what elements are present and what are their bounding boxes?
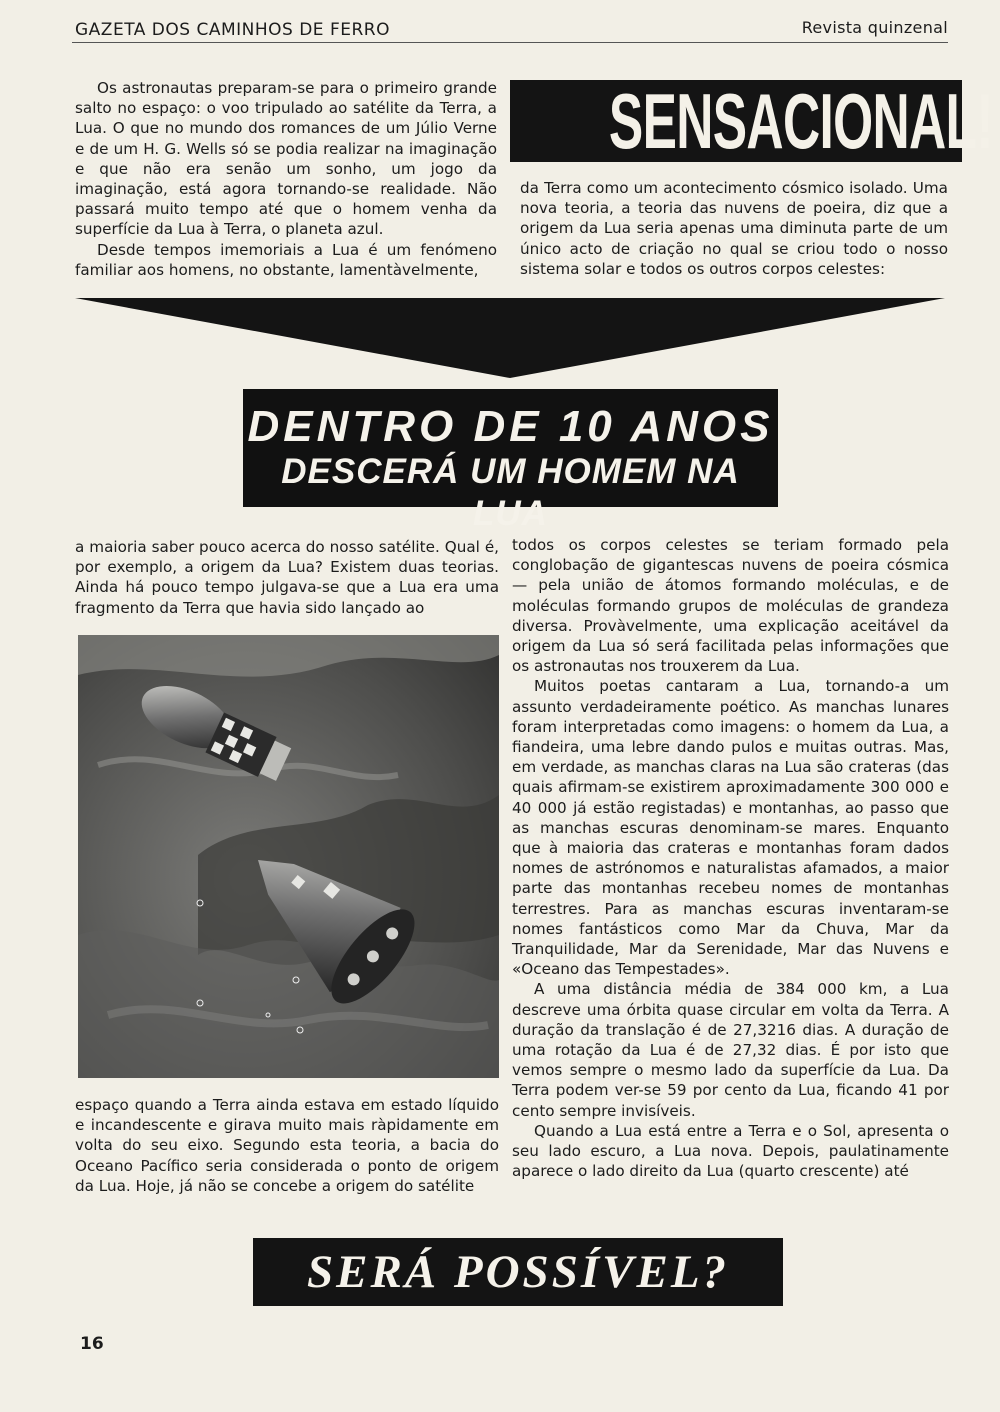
header-rule	[72, 42, 948, 43]
paragraph: Os astronautas preparam-se para o primeiro grande salto no espaço: o voo tripulado ao satélite da Terra, a Lua. O que no mundo dos romances de um Júlio Verne e de um H. G. Wells só se podia realizar na imaginação e que não era senão um sonho, um jogo da imaginação, está agora tornando-se realidade. Não passará muito tempo até que o homem venha da superfície da Lua à Terra, o planeta azul.	[75, 79, 497, 239]
banner-line-1: DENTRO DE 10 ANOS	[247, 402, 774, 451]
banner-dentro-de-10-anos	[243, 389, 778, 533]
down-arrow-graphic	[75, 298, 945, 378]
paragraph: espaço quando a Terra ainda estava em estado líquido e incandescente e girava muito mais ràpidamente em volta do seu eixo. Segundo esta teoria, a bacia do Oceano Pacífico seria considerada o ponto de origem da Lua. Hoje, já não se concebe a origem do satélite	[75, 1096, 499, 1195]
page-number: 16	[80, 1334, 104, 1354]
column-1-bottom	[75, 1095, 499, 1196]
banner-line-2: DESCERÁ UM HOMEM NA LUA	[281, 452, 740, 533]
paragraph: Desde tempos imemoriais a Lua é um fenómeno familiar aos homens, no obstante, lamentàvelmente,	[75, 240, 497, 279]
column-2-main	[512, 535, 949, 1182]
column-1-middle	[75, 537, 499, 618]
banner-sera-possivel: SERÁ POSSÍVEL?	[253, 1238, 783, 1306]
paragraph: da Terra como um acontecimento cósmico isolado. Uma nova teoria, a teoria das nuvens de poeira, diz que a origem da Lua seria apenas uma diminuta parte de um único acto de criação no qual se criou todo o nosso sistema solar e todos os outros corpos celestes:	[520, 179, 948, 278]
paragraph: Muitos poetas cantaram a Lua, tornando-a um assunto verdadeiramente poético. As manchas lunares foram interpretadas como imagens: o homem da Lua, a fiandeira, uma lebre dando pulos e muitas outras. Mas, em verdade, as manchas claras na Lua são crateras (das quais afirmam-se existirem aproximadamente 300 000 e 40 000 já estão registadas) e montanhas, ao passo que as manchas escuras denominam-se mares. Enquanto que à maioria das crateras e montanhas foram dados nomes de astrónomos e naturalistas afamados, a maior parte das montanhas recebeu nomes de montanhas terrestres. Para as manchas escuras inventaram-se nomes fantásticos como Mar da Chuva, Mar da Tranquilidade, Mar da Serenidade, Mar das Nuvens e «Oceano das Tempestades».	[512, 677, 949, 979]
paragraph: todos os corpos celestes se teriam formado pela conglobação de gigantescas nuvens de poeira cósmica — pela união de átomos formando moléculas, e de moléculas formando grupos de moléculas de grandeza diversa. Provàvelmente, uma explicação aceitável da origem da Lua só será facilitada pelas informações que os astronautas nos trouxerem da Lua.	[512, 536, 949, 676]
column-1-top	[75, 78, 497, 280]
publication-frequency: Revista quinzenal	[801, 18, 948, 37]
spacecraft-photo	[78, 635, 499, 1078]
paragraph: a maioria saber pouco acerca do nosso satélite. Qual é, por exemplo, a origem da Lua? Existem duas teorias. Ainda há pouco tempo julgava-se que a Lua era uma fragmento da Terra que havia sido lançado ao	[75, 538, 499, 617]
paragraph: Quando a Lua está entre a Terra e o Sol, apresenta o seu lado escuro, a Lua nova. Depois, paulatinamente aparece o lado direito da Lua (quarto crescente) até	[512, 1121, 949, 1181]
headline-sensacional: SENSACIONAL!	[510, 80, 962, 162]
column-2-top	[520, 178, 948, 279]
paragraph: A uma distância média de 384 000 km, a Lua descreve uma órbita quase circular em volta da Terra. A duração da translação é de 27,3216 dias. A duração de uma rotação da Lua é de 27,32 dias. É por isto que vemos sempre o mesmo lado da superfície da Lua. Da Terra podem ver-se 59 por cento da Lua, ficando 41 por cento sempre invisíveis.	[512, 980, 949, 1120]
publication-title: GAZETA DOS CAMINHOS DE FERRO	[75, 20, 390, 40]
